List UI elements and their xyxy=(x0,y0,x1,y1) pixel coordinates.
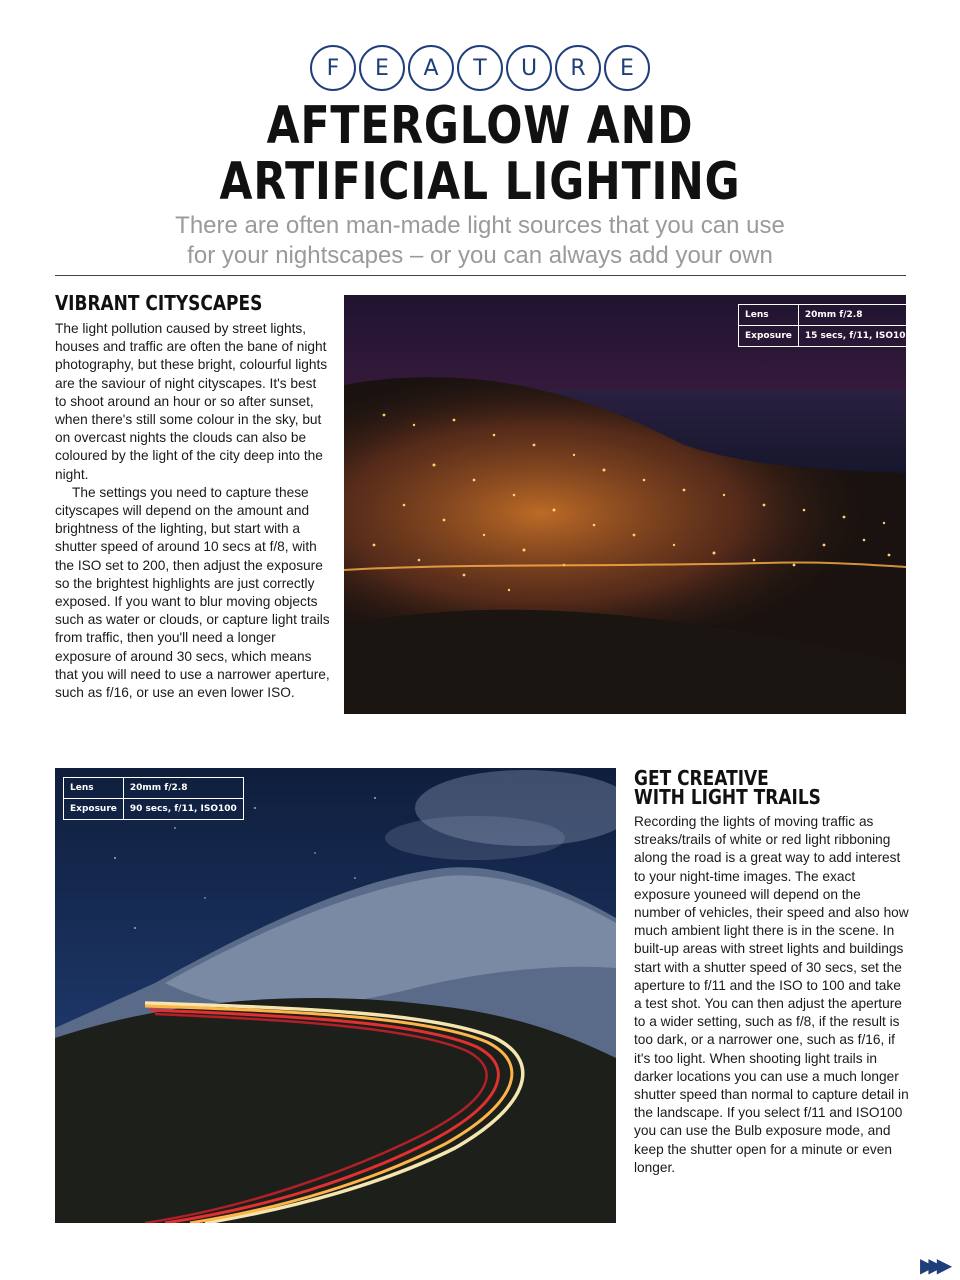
section-heading xyxy=(55,291,289,315)
lens-value: 20mm f/2.8 xyxy=(798,305,918,326)
header-divider xyxy=(55,275,906,276)
light-trails-photo xyxy=(55,768,616,1223)
lens-value: 20mm f/2.8 xyxy=(123,778,243,799)
page-title xyxy=(86,98,873,210)
lens-label: Lens xyxy=(739,305,799,326)
kicker-letter: R xyxy=(555,45,601,91)
section-heading xyxy=(634,766,868,809)
kicker-letter: F xyxy=(310,45,356,91)
standfirst xyxy=(0,211,960,271)
title-line-1: AFTERGLOW AND xyxy=(266,96,694,156)
standfirst-line-1: There are often man-made light sources that you can use xyxy=(175,212,785,239)
kicker-letter: E xyxy=(359,45,405,91)
kicker-letter: E xyxy=(604,45,650,91)
body-paragraph: The settings you need to capture these cityscapes will depend on the amount and brightness of the lighting, but start with a shutter speed of around 10 secs at f/8, with the ISO set to 200, then adjust the exposure so the brightest highlights are just correctly exposed. If you want to blur moving objects such as water or clouds, or capture light trails from traffic, then you'll need a longer exposure of around 30 secs, which means that you will need to use a narrower aperture, such as f/16, or use an even lower ISO. xyxy=(55,484,330,701)
title-line-2: ARTIFICIAL LIGHTING xyxy=(219,152,741,212)
feature-kicker xyxy=(0,45,960,91)
section-light-trails xyxy=(634,766,909,1177)
exposure-label: Exposure xyxy=(64,799,124,820)
cityscape-photo xyxy=(344,295,906,714)
photo1-spec-box xyxy=(738,304,919,347)
standfirst-line-2: for your nightscapes – or you can always add your own xyxy=(187,242,773,269)
lens-label: Lens xyxy=(64,778,124,799)
section-vibrant-cityscapes xyxy=(55,291,330,702)
kicker-letter: U xyxy=(506,45,552,91)
exposure-value: 90 secs, f/11, ISO100 xyxy=(123,799,243,820)
exposure-label: Exposure xyxy=(739,326,799,347)
light-trails-image xyxy=(55,768,616,1223)
body-paragraph: The light pollution caused by street lights, houses and traffic are often the bane of night photography, but these bright, colourful lights are the saviour of night cityscapes. It's best to shoot around an hour or so after sunset, when there's still some colour in the sky, but on overcast nights the clouds can also be coloured by the light of the city deep into the night. xyxy=(55,321,328,482)
heading-line-1: GET CREATIVE xyxy=(634,766,769,790)
exposure-value: 15 secs, f/11, ISO100 xyxy=(798,326,918,347)
kicker-letter: A xyxy=(408,45,454,91)
heading-line-2: WITH LIGHT TRAILS xyxy=(634,785,821,809)
photo2-spec-box xyxy=(63,777,244,820)
triple-chevron-right-icon: ▶▶▶ xyxy=(920,1253,946,1277)
body-paragraph: Recording the lights of moving traffic as streaks/trails of white or red light ribboning along the road is a great way to add interest to your night-time images. The exact exposure youneed will depend on the number of vehicles, their speed and also how much ambient light there is in the scene. In built-up areas with street lights and buildings start with a shutter speed of 30 secs, set the aperture to f/11 and the ISO to 100 and take a test shot. You can then adjust the aperture to a wider setting, such as f/8, if the result is too dark, or a narrower one, such as f/16, if it's too light. When shooting light trails in darker locations you can use a much longer shutter speed than normal to capture detail in the landscape. If you select f/11 and ISO100 you can use the Bulb exposure mode, and keep the shutter open for a minute or even longer. xyxy=(634,814,909,1175)
kicker-letter: T xyxy=(457,45,503,91)
cityscape-image xyxy=(344,295,906,714)
heading-text: VIBRANT CITYSCAPES xyxy=(55,291,263,315)
